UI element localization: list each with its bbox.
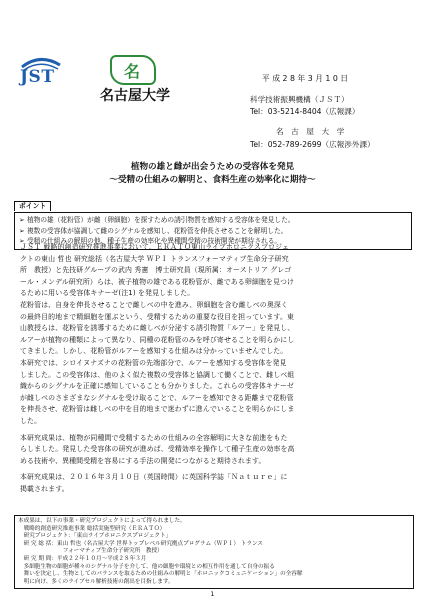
press-title: 植物の雄と雌が出会うための受容体を発見 [130, 162, 295, 172]
text-line: ルアーが植物の種類によって異なり、同種の花粉管のみを呼び寄せることを明らかにし [20, 335, 295, 344]
points-label: ポイント [14, 201, 51, 211]
text-line: ール・メンデル研究所）らは、被子植物の雄である花粉管が、雌である卵細胞を見つけ [20, 277, 295, 286]
body-text [20, 242, 412, 495]
note-line: 戦略的創造研究推進事業 総括実施型研究（ＥＲＡＴＯ） [18, 525, 166, 532]
funding-note-box [14, 515, 414, 589]
note-line: 明に向け、多くのライブセル解析技術の創出を目指します。 [18, 578, 174, 585]
agency-tel: Tel：03-5214-8404（広報課） [250, 107, 360, 116]
note-line: 研究プロジェクト：「東山ライブホロニクスプロジェクト」 [18, 533, 172, 540]
point-text: 複数の受容体が協調して雌のシグナルを感知し、花粉管を伸長させることを解明した。 [27, 226, 288, 235]
note-line: 研 究 総 括：東山 哲也（名古屋大学 世界トップレベル研究拠点プログラム（ＷＰＩ） トランス [18, 540, 263, 547]
text-line: クトの東山 哲也 研究総括（名古屋大学 ＷＰＩ トランスフォーマティブ生命分子研究 [20, 254, 289, 263]
text-line: 所 教授）と先技研グループの武内 秀憲 博士研究員（現所属：オーストリア グレゴ [20, 266, 292, 275]
point-item [18, 215, 408, 226]
note-line: フォーマティブ生命分子研究所 教授） [18, 548, 163, 555]
text-line: の最終目的地まで精細胞を運ぶという、受精するための重要な役目を担っています。東 [20, 312, 295, 321]
text-line: るために用いる受容体キナーゼ(注1) を発見しました。 [20, 289, 195, 298]
university-tel: Tel：052-789-2699（広報渉外課） [250, 140, 375, 149]
text-line: 織からのシグナルを正確に感知していることも分かりました。これらの受容体キナーゼ [20, 382, 294, 391]
point-text: 植物の雄（花粉管）が雌（卵細胞）を探すための誘引物質を感知する受容体を発見した。 [27, 216, 295, 224]
paragraph-5 [20, 472, 412, 495]
text-line: しました。この受容体は、他のよく似た複数の受容体と協調して働くことで、雌しべ組 [20, 370, 295, 379]
press-subtitle: ～受精の仕組みの解明と、食料生産の効率化に期待～ [109, 175, 316, 185]
university-name-logo: 名古屋大学 [100, 88, 170, 104]
text-line: した。 [20, 416, 42, 425]
paragraph-2 [20, 300, 412, 358]
text-line: ＪＳＴ 戦略的創造研究推進事業において、ＥＲＡＴＯ東山ライブホロニクスプロジェ [20, 243, 290, 251]
text-line: 花粉管は、自身を伸長させることで雌しべの中を進み、卵細胞を含む雌しべの奥深く [20, 300, 288, 309]
page-number: 1 [210, 590, 215, 598]
paragraph-1 [20, 242, 412, 300]
point-item [18, 226, 408, 237]
arrow-icon: ➢ [19, 216, 25, 224]
text-line: 本研究では、シロイヌナズナの花粉管の先端部分で、ルアーを感知する受容体を発見 [20, 358, 287, 367]
text-line: らしました。発見した受容体の研究が進めば、受精効率を操作して種子生産の効率を高 [20, 445, 295, 454]
paragraph-3 [20, 358, 412, 428]
agency-name: 科学技術振興機構（ＪＳＴ） [250, 95, 349, 104]
jst-logo [18, 53, 64, 87]
note-line: 本成果は、以下の事業・研究プロジェクトによって得られました。 [18, 518, 186, 524]
text-line: てきました。しかし、花粉管がルアーを感知する仕組みは分かっていませんでした。 [20, 347, 288, 356]
nagoya-logo-mark [110, 55, 156, 85]
jst-logo-text: JST [20, 67, 55, 87]
text-line: 山教授らは、花粉管を誘導するために雌しべが分泌する誘引物質「ルアー」を発見し、 [20, 324, 295, 333]
arrow-icon: ➢ [19, 237, 25, 245]
text-line: める技術や、異種間受精を容易にする手法の開発につながると期待されます。 [20, 456, 266, 465]
note-line: 多細胞生物の細胞が種々のシグナル分子を介して、他の細胞や環境との相互作用を通して自身の振る [18, 563, 275, 570]
nagoya-logo-glyph: 名 [124, 62, 141, 81]
text-line: が雌しべのさまざまなシグナルを受け取ることで、ルアーを感知できる距離まで花粉管 [20, 393, 294, 402]
text-line: 本研究成果は、植物が同種間で受精するための仕組みの全容解明に大きな前進をもた [20, 433, 288, 442]
university-name-contact: 名 古 屋 大 学 [276, 127, 345, 136]
paragraph-4 [20, 433, 412, 468]
point-text: 受精の仕組みの解明の他、種子生産の効率化や異種間受精の技術開発が期待される。 [27, 237, 282, 245]
text-line: 掲載されます。 [20, 484, 69, 493]
arrow-icon: ➢ [19, 226, 25, 235]
note-line: 舞いを決定し、生物としてのバランスを取るための仕組みの解明と「ホロニックコミュニケーション」の全容解 [18, 571, 303, 578]
text-line: 本研究成果は、２０１６年３月１０日（英国時間）に英国科学誌「Ｎａｔｕｒｅ」に [20, 473, 288, 482]
note-line: 研 究 期 間：平成２２年１０月～平成２８年３月 [18, 555, 147, 562]
text-line: を伸長させ、花粉管は雌しべの中を目的地まで迷わずに進んでいることを明らかにしま [20, 405, 295, 414]
release-date: 平 成 2 8 年 3 月 1 0 日 [262, 74, 349, 83]
